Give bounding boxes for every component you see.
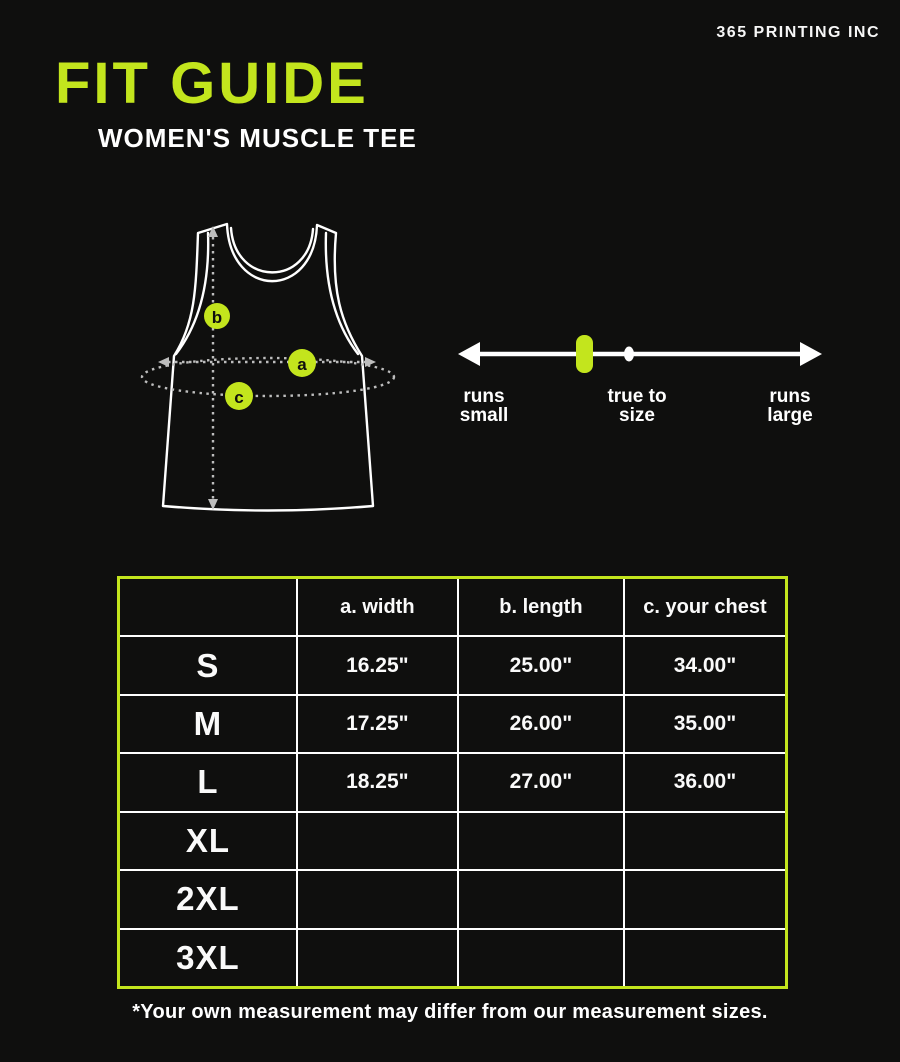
size-label-m: M <box>120 696 296 752</box>
arrow-right-icon <box>365 357 376 367</box>
tee-armhole-left-seam <box>176 233 208 354</box>
table-cell <box>625 930 785 986</box>
muscle-tee-svg <box>130 195 410 525</box>
center-tick <box>624 347 634 362</box>
column-header-chest: c. your chest <box>625 579 785 635</box>
scale-label-line: true to <box>607 386 667 407</box>
page-title: FIT GUIDE <box>55 51 369 116</box>
muscle-tee-diagram <box>130 195 410 525</box>
tee-armhole-right-seam <box>326 233 358 354</box>
table-cell <box>298 871 457 927</box>
table-cell: 27.00" <box>459 754 623 810</box>
table-cell: 16.25" <box>298 637 457 693</box>
table-cell <box>459 813 623 869</box>
column-header-length: b. length <box>459 579 623 635</box>
marker-c-label: c <box>234 388 244 407</box>
scale-arrow-right-icon <box>800 342 822 366</box>
size-label-l: L <box>120 754 296 810</box>
tee-collar-seam <box>231 228 313 272</box>
scale-label-line: size <box>619 405 655 426</box>
column-header-width: a. width <box>298 579 457 635</box>
size-label-3xl: 3XL <box>120 930 296 986</box>
table-cell <box>298 813 457 869</box>
tee-outline <box>163 224 373 511</box>
table-cell: 17.25" <box>298 696 457 752</box>
marker-b-label: b <box>211 308 223 327</box>
table-cell <box>625 813 785 869</box>
scale-label-line: runs <box>463 386 505 407</box>
scale-label-line: runs <box>769 386 811 407</box>
table-cell <box>625 871 785 927</box>
fit-scale-graphic <box>450 330 830 380</box>
fit-scale <box>450 330 830 440</box>
footnote: *Your own measurement may differ from our measurement sizes. <box>132 1001 768 1023</box>
scale-label-true-to-size <box>607 387 666 425</box>
table-cell: 36.00" <box>625 754 785 810</box>
chest-measure-ellipse <box>142 358 394 396</box>
size-label-xl: XL <box>120 813 296 869</box>
scale-label-line: large <box>767 405 813 426</box>
scale-arrow-left-icon <box>458 342 480 366</box>
table-cell: 35.00" <box>625 696 785 752</box>
scale-label-line: small <box>459 405 509 426</box>
size-label-s: S <box>120 637 296 693</box>
table-cell: 26.00" <box>459 696 623 752</box>
scale-label-runs-large <box>767 387 812 425</box>
table-corner-cell <box>120 579 296 635</box>
table-cell <box>459 871 623 927</box>
table-cell: 18.25" <box>298 754 457 810</box>
size-label-2xl: 2XL <box>120 871 296 927</box>
table-cell <box>459 930 623 986</box>
marker-a-label: a <box>297 355 307 374</box>
scale-label-runs-small <box>460 387 509 425</box>
fit-marker <box>576 335 593 373</box>
size-table <box>117 576 788 989</box>
table-cell <box>298 930 457 986</box>
page-subtitle: WOMEN'S MUSCLE TEE <box>98 123 417 153</box>
table-cell: 25.00" <box>459 637 623 693</box>
brand-name: 365 PRINTING INC <box>716 24 880 41</box>
table-cell: 34.00" <box>625 637 785 693</box>
arrow-left-icon <box>158 357 169 367</box>
